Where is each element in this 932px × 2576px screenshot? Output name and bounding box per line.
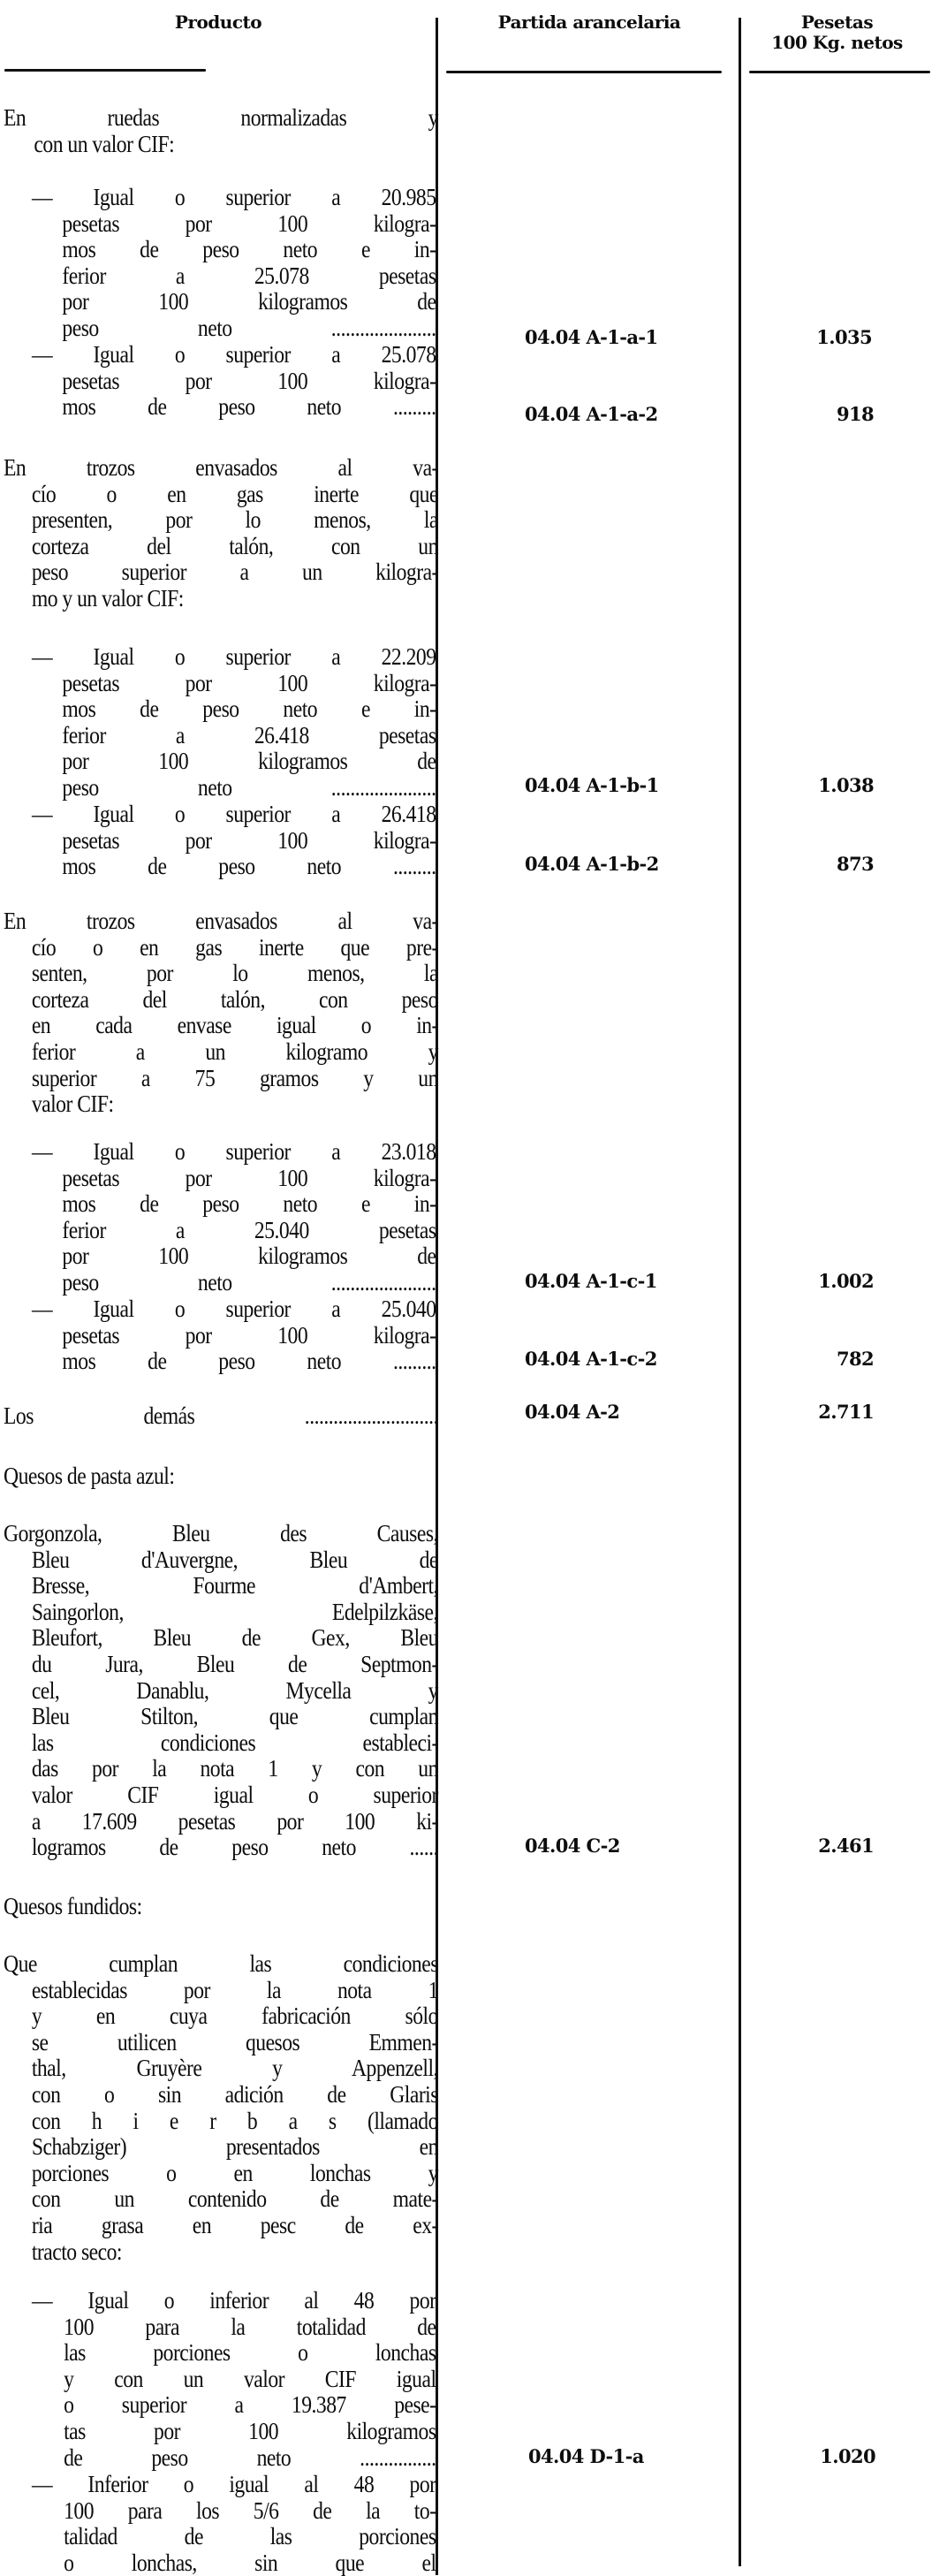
text-line: y con un valor CIF igual <box>64 2364 436 2392</box>
product-block-ruedas <box>4 103 438 157</box>
text-line: — Igual o superior a 26.418 <box>32 800 436 827</box>
pesetas-value: 782 <box>836 1348 874 1370</box>
text-line: peso neto ...................... <box>62 1267 436 1296</box>
text-line: corteza del talón, con peso <box>31 984 438 1013</box>
text-line: logramos de peso neto ...... <box>31 1833 438 1861</box>
text-line: pesetas por 100 kilogra- <box>62 1320 436 1349</box>
text-line: porciones o en lonchas y <box>31 2158 438 2186</box>
product-item-d1b-partial <box>32 2470 436 2576</box>
text-line: Schabziger) presentados en <box>31 2132 438 2161</box>
text-line: con un valor CIF: <box>34 129 175 157</box>
text-line: pesetas por 100 kilogra- <box>62 668 436 696</box>
text-line: ferior a un kilogramo y <box>31 1037 438 1065</box>
text-line: — Igual o superior a 25.040 <box>32 1295 436 1322</box>
text-line: Quesos fundidos: <box>4 1892 142 1919</box>
text-line: Los demás ............................ <box>4 1402 438 1429</box>
column-header-tariff: Partida arancelaria <box>497 11 681 33</box>
header-rule-product <box>4 69 206 72</box>
text-line: Gorgonzola, Bleu des Causes, <box>4 1519 438 1546</box>
text-line: tracto seco: <box>31 2237 122 2265</box>
text-line: ferior a 25.040 pesetas <box>62 1215 436 1243</box>
tariff-code: 04.04 D-1-a <box>528 2445 644 2467</box>
text-line: ferior a 26.418 pesetas <box>62 720 436 748</box>
section-heading-pasta-azul <box>4 1463 377 1489</box>
column-header-product: Producto <box>174 11 262 33</box>
product-block-fundidos <box>4 1949 438 2265</box>
text-line: o lonchas, sin que el <box>64 2548 436 2576</box>
text-line: ria grasa en pesc de ex- <box>31 2210 438 2238</box>
product-item-d1a <box>32 2286 436 2471</box>
tariff-code: 04.04 A-1-a-1 <box>525 326 658 348</box>
text-line: cío o en gas inerte que <box>31 479 438 507</box>
text-line: — Inferior o igual al 48 por <box>32 2470 436 2497</box>
text-line: du Jura, Bleu de Septmon- <box>31 1649 438 1677</box>
column-divider-2 <box>739 18 741 2566</box>
text-line: cío o en gas inerte que pre- <box>31 932 438 961</box>
product-block-trozos-1 <box>4 453 438 612</box>
text-line: o superior a 19.387 pese- <box>64 2390 436 2419</box>
product-item-a1a1 <box>32 183 436 341</box>
text-line: Bleu d'Auvergne, Bleu de <box>31 1545 438 1573</box>
text-line: mos de peso neto ......... <box>62 392 436 421</box>
text-line: mo y un valor CIF: <box>31 583 184 612</box>
text-line: mos de peso neto ......... <box>62 852 436 880</box>
text-line: mos de peso neto ......... <box>62 1347 436 1375</box>
text-line: — Igual o superior a 20.985 <box>32 183 436 210</box>
text-line: talidad de las porciones <box>64 2522 436 2550</box>
product-block-trozos-2 <box>4 907 438 1118</box>
text-line: En ruedas normalizadas y <box>4 103 438 131</box>
text-line: Bleu Stilton, que cumplan <box>31 1702 438 1730</box>
text-line: Que cumplan las condiciones <box>4 1949 438 1977</box>
text-line: Bleufort, Bleu de Gex, Bleu <box>31 1623 438 1652</box>
tariff-code: 04.04 A-1-a-2 <box>525 403 658 425</box>
text-line: cel, Danablu, Mycella y <box>31 1676 438 1704</box>
text-line: pesetas por 100 kilogra- <box>62 209 436 237</box>
text-line: Bresse, Fourme d'Ambert, <box>31 1571 438 1600</box>
pesetas-value: 918 <box>836 403 874 425</box>
pesetas-value: 1.038 <box>818 774 874 796</box>
text-line: superior a 75 gramos y un <box>31 1063 438 1091</box>
text-line: por 100 kilogramos de <box>62 287 436 315</box>
product-block-gorgonzola <box>4 1519 438 1861</box>
text-line: mos de peso neto e in- <box>62 695 436 723</box>
product-item-a1b1 <box>32 642 436 801</box>
tariff-code: 04.04 A-1-b-1 <box>525 774 659 796</box>
text-line: con un contenido de mate- <box>31 2185 438 2213</box>
text-line: pesetas por 100 kilogra- <box>62 366 436 394</box>
product-item-a1c1 <box>32 1137 436 1296</box>
column-header-pesetas: Pesetas <box>800 11 874 33</box>
text-line: das por la nota 1 y con un <box>31 1754 438 1782</box>
pesetas-value: 2.711 <box>818 1401 874 1423</box>
text-line: valor CIF igual o superior <box>31 1780 438 1808</box>
pesetas-value: 1.002 <box>818 1270 874 1292</box>
header-rule-pesetas <box>749 71 930 73</box>
text-line: por 100 kilogramos de <box>62 747 436 775</box>
section-heading-fundidos <box>4 1893 377 1919</box>
text-line: valor CIF: <box>31 1090 114 1118</box>
pesetas-value: 1.020 <box>820 2445 875 2467</box>
text-line: — Igual o superior a 22.209 <box>32 642 436 670</box>
product-item-a1a2 <box>32 340 436 421</box>
text-line: y en cuya fabricación sólo <box>31 2002 438 2030</box>
text-line: establecidas por la nota 1 <box>31 1975 438 2003</box>
header-rule-tariff <box>446 71 722 73</box>
pesetas-value: 2.461 <box>818 1835 874 1857</box>
text-line: las porciones o lonchas <box>64 2338 436 2367</box>
text-line: peso neto ...................... <box>62 772 436 801</box>
tariff-code: 04.04 A-1-c-1 <box>525 1270 657 1292</box>
text-line: mos de peso neto e in- <box>62 1189 436 1218</box>
text-line: En trozos envasados al va- <box>4 453 438 481</box>
text-line: corteza del talón, con un <box>31 531 438 559</box>
column-header-pesetas-unit: 100 Kg. netos <box>771 32 903 53</box>
text-line: pesetas por 100 kilogra- <box>62 825 436 854</box>
text-line: thal, Gruyère y Appenzell, <box>31 2054 438 2082</box>
text-line: las condiciones estableci- <box>31 1728 438 1756</box>
product-item-a1c2 <box>32 1295 436 1375</box>
text-line: — Igual o superior a 25.078 <box>32 340 436 368</box>
text-line: peso superior a un kilogra- <box>31 558 438 586</box>
text-line: ferior a 25.078 pesetas <box>62 261 436 289</box>
tariff-code: 04.04 A-2 <box>525 1401 620 1423</box>
pesetas-value: 873 <box>836 853 874 875</box>
text-line: pesetas por 100 kilogra- <box>62 1163 436 1191</box>
product-item-los-demas <box>4 1402 438 1429</box>
product-item-a1b2 <box>32 800 436 880</box>
text-line: en cada envase igual o in- <box>31 1011 438 1039</box>
text-line: presenten, por lo menos, la <box>31 505 438 534</box>
text-line: peso neto ...................... <box>62 313 436 341</box>
pesetas-value: 1.035 <box>816 326 872 348</box>
tariff-code: 04.04 A-1-c-2 <box>525 1348 657 1370</box>
text-line: — Igual o superior a 23.018 <box>32 1137 436 1165</box>
text-line: a 17.609 pesetas por 100 ki- <box>31 1806 438 1835</box>
text-line: Quesos de pasta azul: <box>4 1462 175 1489</box>
text-line: de peso neto ................ <box>64 2443 436 2471</box>
text-line: con o sin adición de Glaris <box>31 2079 438 2108</box>
text-line: senten, por lo menos, la <box>31 959 438 987</box>
text-line: 100 para la totalidad de <box>64 2312 436 2340</box>
text-line: En trozos envasados al va- <box>4 907 438 934</box>
text-line: por 100 kilogramos de <box>62 1242 436 1270</box>
tariff-code: 04.04 A-1-b-2 <box>525 853 659 875</box>
text-line: — Igual o inferior al 48 por <box>32 2286 436 2314</box>
text-line: tas por 100 kilogramos <box>64 2416 436 2444</box>
text-line: se utilicen quesos Emmen- <box>31 2027 438 2055</box>
text-line: 100 para los 5/6 de la to- <box>64 2496 436 2524</box>
text-line: mos de peso neto e in- <box>62 235 436 263</box>
text-line: Saingorlon, Edelpilzkäse, <box>31 1597 438 1625</box>
text-line: con h i e r b a s (llamado <box>31 2106 438 2134</box>
tariff-code: 04.04 C-2 <box>525 1835 620 1857</box>
